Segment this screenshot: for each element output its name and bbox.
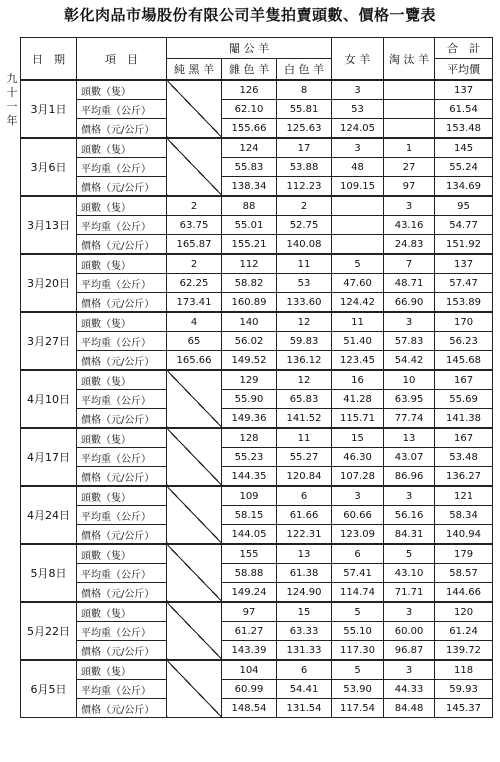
- value-cell: 53.48: [435, 448, 493, 467]
- item-label: 價格（元/公斤）: [77, 641, 167, 661]
- value-cell: 61.38: [277, 564, 332, 583]
- item-label: 價格（元/公斤）: [77, 235, 167, 255]
- header-ram-group: 閹 公 羊: [167, 38, 332, 59]
- year-label: [5, 72, 19, 128]
- value-cell: 56.16: [384, 506, 435, 525]
- value-cell: 95: [435, 196, 493, 216]
- table-row: [21, 602, 493, 622]
- value-cell: [332, 196, 384, 216]
- table-row: [21, 544, 493, 564]
- value-cell: 55.83: [222, 158, 277, 177]
- table-row: [21, 216, 493, 235]
- item-label: 價格（元/公斤）: [77, 293, 167, 313]
- table-body: [21, 80, 493, 718]
- table-row: [21, 158, 493, 177]
- date-cell: 3月20日: [21, 254, 77, 312]
- value-cell: 5: [384, 544, 435, 564]
- value-cell: 52.75: [277, 216, 332, 235]
- value-cell: 3: [384, 196, 435, 216]
- date-cell: 4月10日: [21, 370, 77, 428]
- value-cell: 109: [222, 486, 277, 506]
- value-cell: 123.09: [332, 525, 384, 545]
- value-cell: 63.75: [167, 216, 222, 235]
- value-cell: 58.82: [222, 274, 277, 293]
- item-label: 頭數（隻）: [77, 486, 167, 506]
- value-cell: 173.41: [167, 293, 222, 313]
- value-cell: 144.05: [222, 525, 277, 545]
- value-cell: 55.90: [222, 390, 277, 409]
- value-cell: 46.30: [332, 448, 384, 467]
- date-cell: 6月5日: [21, 660, 77, 718]
- empty-diagonal-cell: [167, 428, 222, 486]
- value-cell: 53: [277, 274, 332, 293]
- value-cell: 118: [435, 660, 493, 680]
- value-cell: 148.54: [222, 699, 277, 718]
- value-cell: 120: [435, 602, 493, 622]
- value-cell: 13: [277, 544, 332, 564]
- value-cell: 140: [222, 312, 277, 332]
- value-cell: 104: [222, 660, 277, 680]
- value-cell: 136.27: [435, 467, 493, 487]
- item-label: 平均重（公斤）: [77, 274, 167, 293]
- table-row: [21, 409, 493, 429]
- value-cell: 97: [222, 602, 277, 622]
- table-row: [21, 486, 493, 506]
- item-label: 頭數（隻）: [77, 312, 167, 332]
- value-cell: 60.99: [222, 680, 277, 699]
- value-cell: 61.66: [277, 506, 332, 525]
- item-label: 平均重（公斤）: [77, 216, 167, 235]
- value-cell: 145.68: [435, 351, 493, 371]
- table-row: [21, 467, 493, 487]
- value-cell: 96.87: [384, 641, 435, 661]
- value-cell: 60.66: [332, 506, 384, 525]
- value-cell: 71.71: [384, 583, 435, 603]
- value-cell: 145.37: [435, 699, 493, 718]
- value-cell: 5: [332, 254, 384, 274]
- date-cell: 3月27日: [21, 312, 77, 370]
- value-cell: 54.42: [384, 351, 435, 371]
- value-cell: 121: [435, 486, 493, 506]
- value-cell: 63.95: [384, 390, 435, 409]
- value-cell: 1: [384, 138, 435, 158]
- value-cell: 5: [332, 602, 384, 622]
- item-label: 平均重（公斤）: [77, 448, 167, 467]
- table-row: [21, 680, 493, 699]
- table-row: [21, 332, 493, 351]
- table-row: [21, 351, 493, 371]
- value-cell: 54.41: [277, 680, 332, 699]
- value-cell: 141.38: [435, 409, 493, 429]
- empty-diagonal-cell: [167, 138, 222, 196]
- value-cell: 63.33: [277, 622, 332, 641]
- value-cell: 61.27: [222, 622, 277, 641]
- header-date: 日 期: [21, 38, 77, 81]
- value-cell: 149.52: [222, 351, 277, 371]
- value-cell: 56.23: [435, 332, 493, 351]
- year-char: 年: [6, 114, 18, 127]
- value-cell: 12: [277, 312, 332, 332]
- value-cell: 86.96: [384, 467, 435, 487]
- value-cell: 124.90: [277, 583, 332, 603]
- value-cell: 6: [332, 544, 384, 564]
- table-row: [21, 448, 493, 467]
- item-label: 價格（元/公斤）: [77, 467, 167, 487]
- value-cell: 155.21: [222, 235, 277, 255]
- value-cell: 84.31: [384, 525, 435, 545]
- value-cell: 3: [384, 660, 435, 680]
- value-cell: 114.74: [332, 583, 384, 603]
- value-cell: 134.69: [435, 177, 493, 197]
- header-pure-black: 純 黑 羊: [167, 59, 222, 81]
- value-cell: 11: [332, 312, 384, 332]
- value-cell: 57.47: [435, 274, 493, 293]
- value-cell: 97: [384, 177, 435, 197]
- value-cell: 112: [222, 254, 277, 274]
- value-cell: 2: [167, 196, 222, 216]
- value-cell: [384, 100, 435, 119]
- value-cell: 59.93: [435, 680, 493, 699]
- item-label: 平均重（公斤）: [77, 680, 167, 699]
- year-char: 一: [6, 100, 18, 113]
- item-label: 頭數（隻）: [77, 138, 167, 158]
- date-cell: 5月22日: [21, 602, 77, 660]
- item-label: 價格（元/公斤）: [77, 119, 167, 139]
- value-cell: 167: [435, 428, 493, 448]
- item-label: 平均重（公斤）: [77, 390, 167, 409]
- item-label: 平均重（公斤）: [77, 506, 167, 525]
- value-cell: 3: [384, 486, 435, 506]
- value-cell: 109.15: [332, 177, 384, 197]
- value-cell: 55.23: [222, 448, 277, 467]
- value-cell: 58.34: [435, 506, 493, 525]
- value-cell: 60.00: [384, 622, 435, 641]
- value-cell: 145: [435, 138, 493, 158]
- table-row: [21, 390, 493, 409]
- value-cell: 3: [384, 602, 435, 622]
- date-cell: 5月8日: [21, 544, 77, 602]
- item-label: 價格（元/公斤）: [77, 409, 167, 429]
- value-cell: 15: [332, 428, 384, 448]
- table-row: [21, 138, 493, 158]
- value-cell: 62.10: [222, 100, 277, 119]
- table-row: [21, 119, 493, 139]
- value-cell: 44.33: [384, 680, 435, 699]
- value-cell: 41.28: [332, 390, 384, 409]
- value-cell: 128: [222, 428, 277, 448]
- value-cell: 53: [332, 100, 384, 119]
- date-cell: 3月13日: [21, 196, 77, 254]
- value-cell: 27: [384, 158, 435, 177]
- value-cell: 153.48: [435, 119, 493, 139]
- value-cell: 11: [277, 428, 332, 448]
- value-cell: 179: [435, 544, 493, 564]
- item-label: 頭數（隻）: [77, 602, 167, 622]
- table-row: [21, 274, 493, 293]
- value-cell: 17: [277, 138, 332, 158]
- value-cell: 151.92: [435, 235, 493, 255]
- item-label: 價格（元/公斤）: [77, 583, 167, 603]
- value-cell: 3: [384, 312, 435, 332]
- value-cell: 12: [277, 370, 332, 390]
- value-cell: 88: [222, 196, 277, 216]
- empty-diagonal-cell: [167, 80, 222, 138]
- item-label: 價格（元/公斤）: [77, 699, 167, 718]
- value-cell: 58.15: [222, 506, 277, 525]
- value-cell: 65.83: [277, 390, 332, 409]
- value-cell: 140.94: [435, 525, 493, 545]
- value-cell: 141.52: [277, 409, 332, 429]
- date-cell: 3月1日: [21, 80, 77, 138]
- value-cell: 61.24: [435, 622, 493, 641]
- item-label: 頭數（隻）: [77, 80, 167, 100]
- table-row: [21, 293, 493, 313]
- value-cell: 143.39: [222, 641, 277, 661]
- value-cell: 55.10: [332, 622, 384, 641]
- value-cell: 11: [277, 254, 332, 274]
- table-row: [21, 660, 493, 680]
- value-cell: 131.54: [277, 699, 332, 718]
- table-row: [21, 622, 493, 641]
- value-cell: 77.74: [384, 409, 435, 429]
- value-cell: 24.83: [384, 235, 435, 255]
- value-cell: 43.16: [384, 216, 435, 235]
- value-cell: 167: [435, 370, 493, 390]
- table-row: [21, 525, 493, 545]
- table-row: [21, 177, 493, 197]
- value-cell: 55.24: [435, 158, 493, 177]
- value-cell: 54.77: [435, 216, 493, 235]
- value-cell: 165.87: [167, 235, 222, 255]
- value-cell: 53.88: [277, 158, 332, 177]
- empty-diagonal-cell: [167, 544, 222, 602]
- value-cell: 55.01: [222, 216, 277, 235]
- value-cell: 6: [277, 660, 332, 680]
- table-row: [21, 583, 493, 603]
- header-cull: 淘 汰 羊: [384, 38, 435, 81]
- value-cell: 126: [222, 80, 277, 100]
- item-label: 平均重（公斤）: [77, 332, 167, 351]
- value-cell: 16: [332, 370, 384, 390]
- value-cell: 155.66: [222, 119, 277, 139]
- value-cell: 131.33: [277, 641, 332, 661]
- value-cell: 57.41: [332, 564, 384, 583]
- value-cell: 48: [332, 158, 384, 177]
- auction-table: [20, 37, 493, 718]
- value-cell: 57.83: [384, 332, 435, 351]
- value-cell: 137: [435, 254, 493, 274]
- table-row: [21, 699, 493, 718]
- value-cell: 140.08: [277, 235, 332, 255]
- value-cell: 55.27: [277, 448, 332, 467]
- value-cell: 13: [384, 428, 435, 448]
- value-cell: 123.45: [332, 351, 384, 371]
- value-cell: 124.42: [332, 293, 384, 313]
- value-cell: 3: [332, 80, 384, 100]
- value-cell: 15: [277, 602, 332, 622]
- header-avg-price: 平均價: [435, 59, 493, 81]
- value-cell: 124: [222, 138, 277, 158]
- value-cell: 138.34: [222, 177, 277, 197]
- header-white: 白 色 羊: [277, 59, 332, 81]
- value-cell: 65: [167, 332, 222, 351]
- value-cell: 66.90: [384, 293, 435, 313]
- value-cell: 160.89: [222, 293, 277, 313]
- value-cell: 8: [277, 80, 332, 100]
- item-label: 頭數（隻）: [77, 196, 167, 216]
- value-cell: 48.71: [384, 274, 435, 293]
- value-cell: [384, 119, 435, 139]
- value-cell: 122.31: [277, 525, 332, 545]
- value-cell: 120.84: [277, 467, 332, 487]
- header-total: 合 計: [435, 38, 493, 59]
- value-cell: 55.69: [435, 390, 493, 409]
- value-cell: 5: [332, 660, 384, 680]
- header-item: 項 目: [77, 38, 167, 81]
- value-cell: 124.05: [332, 119, 384, 139]
- table-row: [21, 100, 493, 119]
- value-cell: [332, 235, 384, 255]
- value-cell: [332, 216, 384, 235]
- page-title: 彰化肉品市場股份有限公司羊隻拍賣頭數、價格一覽表: [63, 6, 436, 24]
- table-row: [21, 428, 493, 448]
- value-cell: 136.12: [277, 351, 332, 371]
- value-cell: 55.81: [277, 100, 332, 119]
- empty-diagonal-cell: [167, 370, 222, 428]
- item-label: 頭數（隻）: [77, 660, 167, 680]
- value-cell: 6: [277, 486, 332, 506]
- table-row: [21, 641, 493, 661]
- value-cell: 47.60: [332, 274, 384, 293]
- empty-diagonal-cell: [167, 602, 222, 660]
- value-cell: 149.24: [222, 583, 277, 603]
- value-cell: 58.57: [435, 564, 493, 583]
- value-cell: 59.83: [277, 332, 332, 351]
- value-cell: 62.25: [167, 274, 222, 293]
- item-label: 平均重（公斤）: [77, 158, 167, 177]
- value-cell: 4: [167, 312, 222, 332]
- year-char: 九: [6, 72, 18, 85]
- value-cell: 56.02: [222, 332, 277, 351]
- item-label: 頭數（隻）: [77, 254, 167, 274]
- value-cell: 144.35: [222, 467, 277, 487]
- table-row: [21, 312, 493, 332]
- value-cell: 153.89: [435, 293, 493, 313]
- header-ewe: 女 羊: [332, 38, 384, 81]
- value-cell: [384, 80, 435, 100]
- value-cell: 133.60: [277, 293, 332, 313]
- value-cell: 43.07: [384, 448, 435, 467]
- value-cell: 165.66: [167, 351, 222, 371]
- value-cell: 2: [167, 254, 222, 274]
- table-row: [21, 564, 493, 583]
- table-row: [21, 235, 493, 255]
- empty-diagonal-cell: [167, 486, 222, 544]
- item-label: 價格（元/公斤）: [77, 351, 167, 371]
- header-mixed: 雜 色 羊: [222, 59, 277, 81]
- value-cell: 53.90: [332, 680, 384, 699]
- item-label: 價格（元/公斤）: [77, 525, 167, 545]
- value-cell: 61.54: [435, 100, 493, 119]
- value-cell: 155: [222, 544, 277, 564]
- value-cell: 7: [384, 254, 435, 274]
- value-cell: 51.40: [332, 332, 384, 351]
- date-cell: 4月24日: [21, 486, 77, 544]
- value-cell: 125.63: [277, 119, 332, 139]
- empty-diagonal-cell: [167, 660, 222, 718]
- date-cell: 3月6日: [21, 138, 77, 196]
- value-cell: 117.54: [332, 699, 384, 718]
- value-cell: 2: [277, 196, 332, 216]
- value-cell: 112.23: [277, 177, 332, 197]
- value-cell: 117.30: [332, 641, 384, 661]
- value-cell: 137: [435, 80, 493, 100]
- value-cell: 115.71: [332, 409, 384, 429]
- value-cell: 3: [332, 486, 384, 506]
- item-label: 價格（元/公斤）: [77, 177, 167, 197]
- table-row: [21, 506, 493, 525]
- item-label: 頭數（隻）: [77, 428, 167, 448]
- item-label: 平均重（公斤）: [77, 100, 167, 119]
- item-label: 頭數（隻）: [77, 544, 167, 564]
- value-cell: 84.48: [384, 699, 435, 718]
- value-cell: 139.72: [435, 641, 493, 661]
- date-cell: 4月17日: [21, 428, 77, 486]
- table-row: [21, 196, 493, 216]
- table-row: [21, 80, 493, 100]
- value-cell: 3: [332, 138, 384, 158]
- table-row: [21, 370, 493, 390]
- year-char: 十: [6, 86, 18, 99]
- value-cell: 58.88: [222, 564, 277, 583]
- item-label: 平均重（公斤）: [77, 622, 167, 641]
- value-cell: 43.10: [384, 564, 435, 583]
- value-cell: 129: [222, 370, 277, 390]
- item-label: 頭數（隻）: [77, 370, 167, 390]
- table-row: [21, 254, 493, 274]
- value-cell: 149.36: [222, 409, 277, 429]
- item-label: 平均重（公斤）: [77, 564, 167, 583]
- value-cell: 10: [384, 370, 435, 390]
- value-cell: 107.28: [332, 467, 384, 487]
- value-cell: 170: [435, 312, 493, 332]
- value-cell: 144.66: [435, 583, 493, 603]
